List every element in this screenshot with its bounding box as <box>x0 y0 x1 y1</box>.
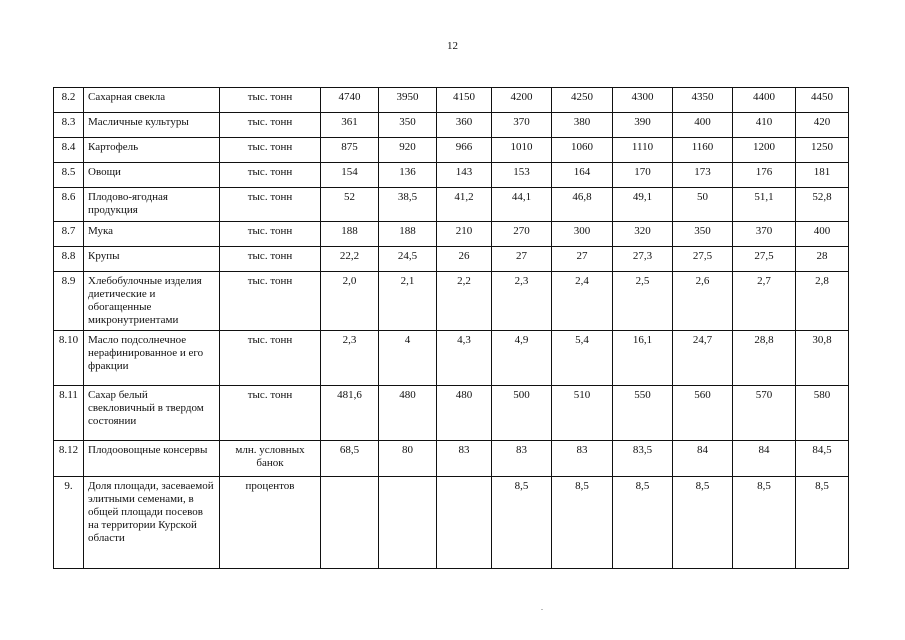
value-cell: 580 <box>796 386 849 441</box>
value-cell: 28,8 <box>733 331 796 386</box>
value-cell: 41,2 <box>437 188 492 222</box>
indicator-name: Овощи <box>84 163 220 188</box>
table-row <box>54 88 849 113</box>
value-cell: 1060 <box>552 138 613 163</box>
value-cell: 350 <box>379 113 437 138</box>
value-cell: 83,5 <box>613 441 673 477</box>
value-cell: 8,5 <box>613 477 673 569</box>
row-number: 8.4 <box>54 138 84 163</box>
unit-cell: тыс. тонн <box>220 331 321 386</box>
value-cell: 80 <box>379 441 437 477</box>
value-cell: 2,4 <box>552 272 613 331</box>
value-cell: 4450 <box>796 88 849 113</box>
value-cell: 8,5 <box>796 477 849 569</box>
value-cell: 2,3 <box>492 272 552 331</box>
unit-cell: млн. условных банок <box>220 441 321 477</box>
value-cell: 380 <box>552 113 613 138</box>
unit-cell: тыс. тонн <box>220 247 321 272</box>
scan-speck <box>541 609 543 610</box>
value-cell: 68,5 <box>321 441 379 477</box>
value-cell: 2,1 <box>379 272 437 331</box>
unit-cell: тыс. тонн <box>220 386 321 441</box>
table-row <box>54 441 849 477</box>
value-cell: 4300 <box>613 88 673 113</box>
value-cell: 143 <box>437 163 492 188</box>
value-cell <box>321 477 379 569</box>
value-cell: 46,8 <box>552 188 613 222</box>
value-cell: 8,5 <box>673 477 733 569</box>
value-cell: 4250 <box>552 88 613 113</box>
indicator-name: Хлебобулочные изделия диетические и обогащенные микронутриентами <box>84 272 220 331</box>
indicator-name: Сахарная свекла <box>84 88 220 113</box>
value-cell: 390 <box>613 113 673 138</box>
value-cell: 210 <box>437 222 492 247</box>
unit-cell: процентов <box>220 477 321 569</box>
row-number: 8.7 <box>54 222 84 247</box>
unit-cell: тыс. тонн <box>220 188 321 222</box>
value-cell: 370 <box>733 222 796 247</box>
value-cell: 26 <box>437 247 492 272</box>
value-cell: 2,0 <box>321 272 379 331</box>
table-row <box>54 386 849 441</box>
value-cell: 136 <box>379 163 437 188</box>
value-cell: 153 <box>492 163 552 188</box>
value-cell: 920 <box>379 138 437 163</box>
value-cell: 1250 <box>796 138 849 163</box>
indicator-name: Масло подсолнечное нерафинированное и его фракции <box>84 331 220 386</box>
value-cell: 400 <box>673 113 733 138</box>
value-cell: 84 <box>733 441 796 477</box>
value-cell: 320 <box>613 222 673 247</box>
value-cell: 24,7 <box>673 331 733 386</box>
value-cell: 350 <box>673 222 733 247</box>
value-cell: 27,5 <box>733 247 796 272</box>
value-cell: 164 <box>552 163 613 188</box>
row-number: 9. <box>54 477 84 569</box>
value-cell: 420 <box>796 113 849 138</box>
row-number: 8.8 <box>54 247 84 272</box>
value-cell: 300 <box>552 222 613 247</box>
value-cell: 52,8 <box>796 188 849 222</box>
row-number: 8.5 <box>54 163 84 188</box>
row-number: 8.9 <box>54 272 84 331</box>
value-cell: 875 <box>321 138 379 163</box>
value-cell: 400 <box>796 222 849 247</box>
row-number: 8.11 <box>54 386 84 441</box>
value-cell: 410 <box>733 113 796 138</box>
table-row <box>54 113 849 138</box>
unit-cell: тыс. тонн <box>220 163 321 188</box>
value-cell: 44,1 <box>492 188 552 222</box>
table-row <box>54 222 849 247</box>
value-cell: 1200 <box>733 138 796 163</box>
value-cell: 28 <box>796 247 849 272</box>
value-cell: 173 <box>673 163 733 188</box>
table-row <box>54 138 849 163</box>
value-cell: 270 <box>492 222 552 247</box>
row-number: 8.10 <box>54 331 84 386</box>
unit-cell: тыс. тонн <box>220 138 321 163</box>
value-cell: 27,3 <box>613 247 673 272</box>
value-cell: 38,5 <box>379 188 437 222</box>
value-cell: 370 <box>492 113 552 138</box>
value-cell: 27 <box>492 247 552 272</box>
indicator-name: Сахар белый свекловичный в твердом состоянии <box>84 386 220 441</box>
value-cell: 480 <box>437 386 492 441</box>
table-row <box>54 331 849 386</box>
value-cell: 1110 <box>613 138 673 163</box>
value-cell: 84,5 <box>796 441 849 477</box>
table-row <box>54 188 849 222</box>
indicator-name: Масличные культуры <box>84 113 220 138</box>
indicator-name: Мука <box>84 222 220 247</box>
page-number: 12 <box>447 40 458 52</box>
value-cell: 510 <box>552 386 613 441</box>
value-cell: 170 <box>613 163 673 188</box>
value-cell: 84 <box>673 441 733 477</box>
row-number: 8.3 <box>54 113 84 138</box>
row-number: 8.12 <box>54 441 84 477</box>
row-number: 8.6 <box>54 188 84 222</box>
value-cell: 27 <box>552 247 613 272</box>
table-row <box>54 477 849 569</box>
value-cell: 154 <box>321 163 379 188</box>
value-cell: 560 <box>673 386 733 441</box>
value-cell: 4,9 <box>492 331 552 386</box>
value-cell <box>379 477 437 569</box>
unit-cell: тыс. тонн <box>220 222 321 247</box>
value-cell: 51,1 <box>733 188 796 222</box>
value-cell: 176 <box>733 163 796 188</box>
value-cell: 4150 <box>437 88 492 113</box>
value-cell: 188 <box>321 222 379 247</box>
value-cell: 83 <box>437 441 492 477</box>
row-number: 8.2 <box>54 88 84 113</box>
value-cell: 1160 <box>673 138 733 163</box>
value-cell: 361 <box>321 113 379 138</box>
value-cell: 22,2 <box>321 247 379 272</box>
value-cell: 181 <box>796 163 849 188</box>
indicator-name: Доля площади, засеваемой элитными семенами, в общей площади посевов на территории Курской области <box>84 477 220 569</box>
value-cell: 2,5 <box>613 272 673 331</box>
value-cell: 52 <box>321 188 379 222</box>
value-cell: 27,5 <box>673 247 733 272</box>
value-cell: 481,6 <box>321 386 379 441</box>
value-cell: 570 <box>733 386 796 441</box>
indicator-name: Крупы <box>84 247 220 272</box>
value-cell: 188 <box>379 222 437 247</box>
unit-cell: тыс. тонн <box>220 88 321 113</box>
table-row <box>54 272 849 331</box>
value-cell: 8,5 <box>492 477 552 569</box>
value-cell: 83 <box>492 441 552 477</box>
value-cell: 500 <box>492 386 552 441</box>
value-cell: 360 <box>437 113 492 138</box>
value-cell: 30,8 <box>796 331 849 386</box>
value-cell: 50 <box>673 188 733 222</box>
value-cell: 49,1 <box>613 188 673 222</box>
table-row <box>54 247 849 272</box>
value-cell: 2,7 <box>733 272 796 331</box>
value-cell: 5,4 <box>552 331 613 386</box>
value-cell: 480 <box>379 386 437 441</box>
value-cell: 4 <box>379 331 437 386</box>
value-cell: 2,8 <box>796 272 849 331</box>
value-cell: 966 <box>437 138 492 163</box>
unit-cell: тыс. тонн <box>220 272 321 331</box>
table-body <box>54 88 849 569</box>
value-cell: 3950 <box>379 88 437 113</box>
indicator-name: Плодоовощные консервы <box>84 441 220 477</box>
value-cell: 16,1 <box>613 331 673 386</box>
value-cell: 4400 <box>733 88 796 113</box>
value-cell: 8,5 <box>552 477 613 569</box>
value-cell: 83 <box>552 441 613 477</box>
indicators-table <box>53 87 849 569</box>
indicator-name: Плодово-ягодная продукция <box>84 188 220 222</box>
unit-cell: тыс. тонн <box>220 113 321 138</box>
value-cell: 1010 <box>492 138 552 163</box>
value-cell: 4740 <box>321 88 379 113</box>
value-cell: 24,5 <box>379 247 437 272</box>
value-cell: 2,2 <box>437 272 492 331</box>
value-cell: 4,3 <box>437 331 492 386</box>
table-row <box>54 163 849 188</box>
indicator-name: Картофель <box>84 138 220 163</box>
value-cell: 4200 <box>492 88 552 113</box>
value-cell: 4350 <box>673 88 733 113</box>
value-cell: 550 <box>613 386 673 441</box>
value-cell: 2,6 <box>673 272 733 331</box>
value-cell <box>437 477 492 569</box>
value-cell: 2,3 <box>321 331 379 386</box>
value-cell: 8,5 <box>733 477 796 569</box>
